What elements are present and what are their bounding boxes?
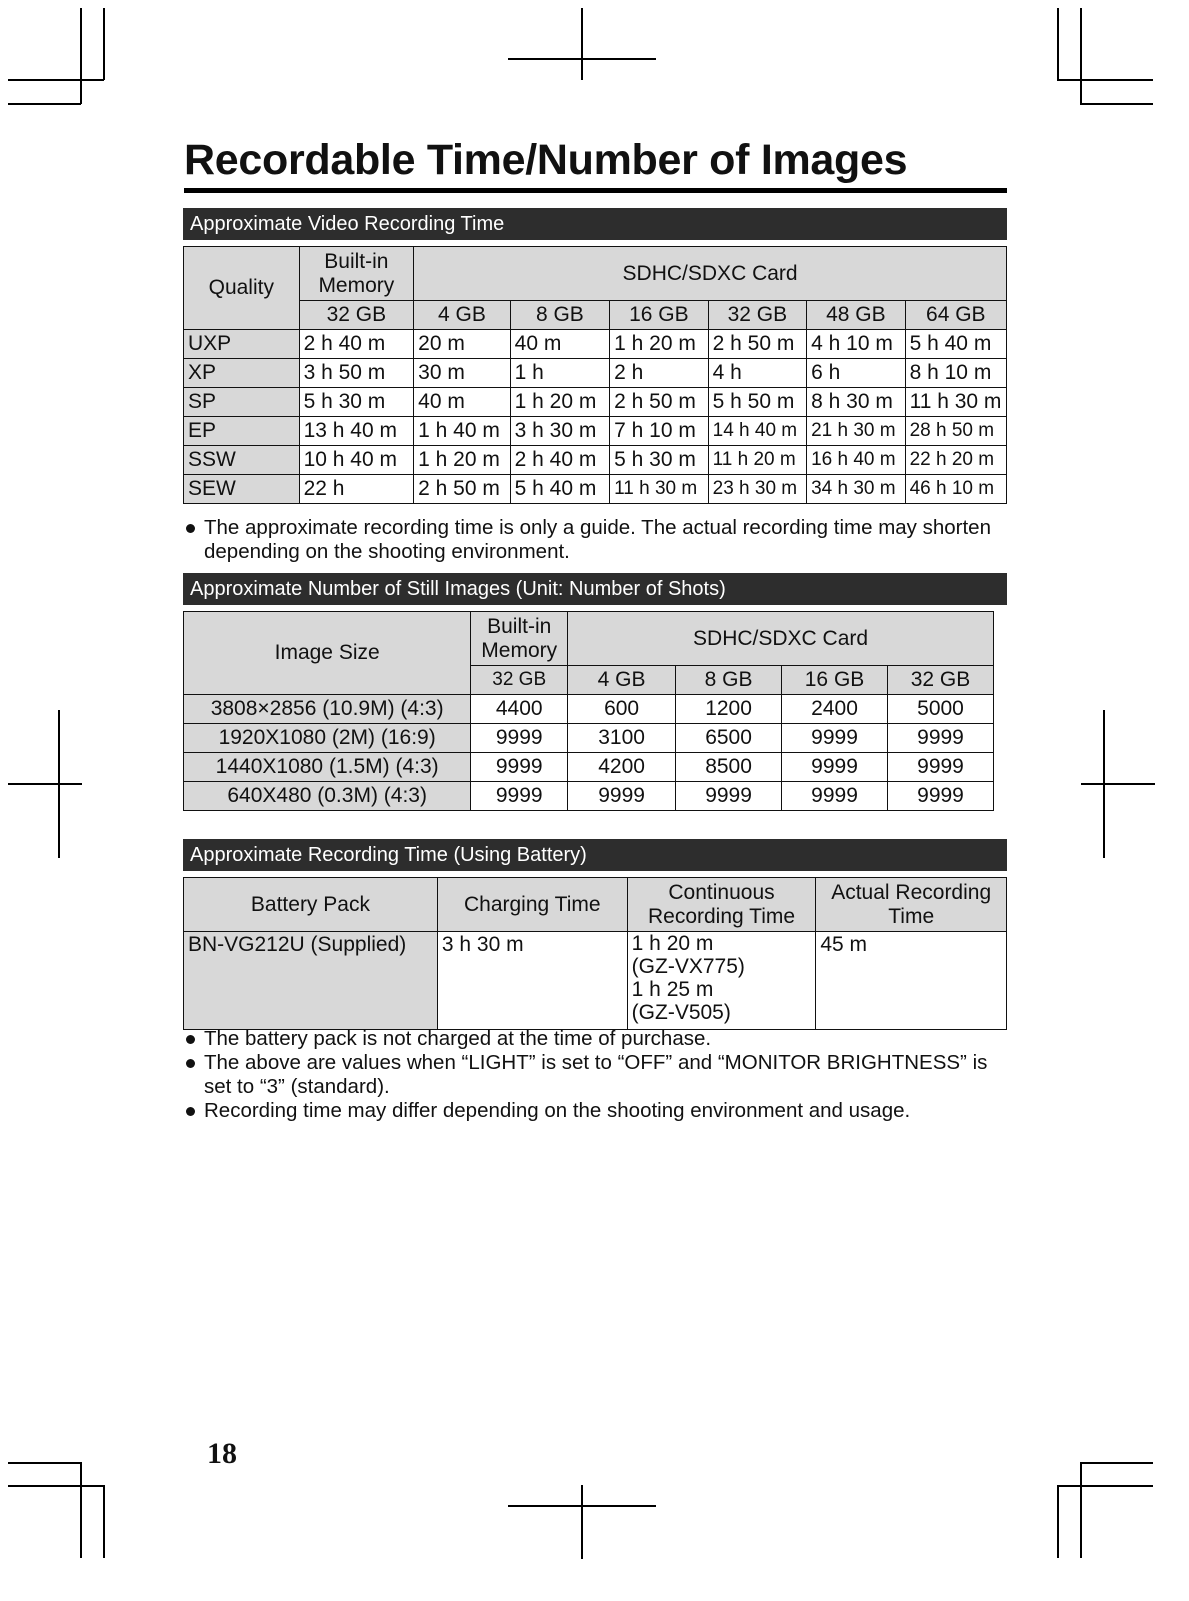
capacity-header: 16 GB [610,301,708,330]
table-cell: 8 h 30 m [807,388,905,417]
table-cell: 16 h 40 m [807,446,905,475]
quality-label: SSW [184,446,300,475]
table-cell: 10 h 40 m [299,446,414,475]
table-cell: 5000 [888,695,994,724]
table-cell: 11 h 20 m [708,446,806,475]
table-cell: 1 h [510,359,610,388]
table-cell: 2 h 50 m [708,330,806,359]
capacity-header: 8 GB [676,666,782,695]
builtin-memory-header: Built-in Memory [471,612,568,666]
table-row [184,695,994,724]
image-size-label: 1920X1080 (2M) (16:9) [184,724,471,753]
capacity-header: 48 GB [807,301,905,330]
table-cell: 9999 [676,782,782,811]
capacity-header: 32 GB [299,301,414,330]
video-section-title: Approximate Video Recording Time [183,208,1007,240]
builtin-memory-header: Built-in Memory [299,247,414,301]
table-cell: 9999 [782,724,888,753]
table-cell: 28 h 50 m [905,417,1006,446]
table-cell: 40 m [510,330,610,359]
table-cell: 3 h 30 m [510,417,610,446]
table-cell: 9999 [568,782,676,811]
table-cell: 2 h 40 m [510,446,610,475]
table-cell: 1 h 40 m [414,417,510,446]
table-cell: 5 h 50 m [708,388,806,417]
charging-time-header: Charging Time [437,878,627,932]
table-cell: 9999 [888,724,994,753]
video-notes [184,516,1008,564]
table-cell: 8500 [676,753,782,782]
continuous-time-header: Continuous Recording Time [627,878,816,932]
table-cell: 14 h 40 m [708,417,806,446]
table-cell: 40 m [414,388,510,417]
list-item [184,1099,1008,1123]
table-cell: 2 h 50 m [414,475,510,504]
table-cell: 4200 [568,753,676,782]
table-row [184,753,994,782]
table-row [184,475,1007,504]
continuous-time-line: 1 h 25 m [631,978,714,1001]
list-item [184,516,1008,564]
table-cell: 9999 [782,782,888,811]
table-cell: 46 h 10 m [905,475,1006,504]
battery-notes [184,1027,1008,1123]
bullet-icon [186,1107,195,1116]
table-cell: 22 h [299,475,414,504]
table-cell: 9999 [888,753,994,782]
table-cell: 20 m [414,330,510,359]
table-row [184,724,994,753]
image-size-label: 640X480 (0.3M) (4:3) [184,782,471,811]
table-cell: 11 h 30 m [610,475,708,504]
table-cell: 21 h 30 m [807,417,905,446]
table-row [184,388,1007,417]
note-text: The battery pack is not charged at the time of purchase. [204,1027,712,1050]
capacity-header: 32 GB [708,301,806,330]
quality-label: EP [184,417,300,446]
table-cell: 9999 [888,782,994,811]
table-cell: 4 h [708,359,806,388]
still-images-table [183,611,994,811]
table-cell: 6500 [676,724,782,753]
bullet-icon [186,1035,195,1044]
quality-header: Quality [184,247,300,330]
table-cell: 3 h 50 m [299,359,414,388]
continuous-time-cell [627,932,816,1030]
actual-time-cell: 45 m [816,932,1007,1030]
list-item [184,1027,1008,1051]
capacity-header: 64 GB [905,301,1006,330]
table-row [184,417,1007,446]
list-item [184,1051,1008,1099]
bullet-icon [186,1059,195,1068]
capacity-header: 32 GB [888,666,994,695]
table-cell: 9999 [471,782,568,811]
table-cell: 600 [568,695,676,724]
charging-time-cell: 3 h 30 m [437,932,627,1030]
battery-table [183,877,1007,1030]
table-cell: 8 h 10 m [905,359,1006,388]
table-cell: 11 h 30 m [905,388,1006,417]
continuous-time-line: 1 h 20 m [631,932,714,955]
page-title: Recordable Time/Number of Images [184,136,908,184]
quality-label: SEW [184,475,300,504]
stills-section-title: Approximate Number of Still Images (Unit: Number of Shots) [183,573,1007,605]
table-row [184,330,1007,359]
image-size-label: 1440X1080 (1.5M) (4:3) [184,753,471,782]
bullet-icon [186,524,195,533]
capacity-header: 8 GB [510,301,610,330]
note-text: The approximate recording time is only a guide. The actual recording time may shorten depending on the shooting environment. [204,516,991,563]
table-cell: 2 h 40 m [299,330,414,359]
table-cell: 9999 [471,753,568,782]
table-row [184,932,1007,1030]
table-cell: 2 h [610,359,708,388]
capacity-header: 4 GB [568,666,676,695]
table-cell: 2 h 50 m [610,388,708,417]
image-size-label: 3808×2856 (10.9M) (4:3) [184,695,471,724]
battery-section-title: Approximate Recording Time (Using Battery) [183,839,1007,871]
table-cell: 5 h 40 m [905,330,1006,359]
table-cell: 5 h 40 m [510,475,610,504]
note-text: Recording time may differ depending on the shooting environment and usage. [204,1099,911,1122]
table-cell: 9999 [782,753,888,782]
table-cell: 22 h 20 m [905,446,1006,475]
table-cell: 1 h 20 m [414,446,510,475]
table-cell: 13 h 40 m [299,417,414,446]
page-number: 18 [207,1437,237,1470]
table-row [184,446,1007,475]
capacity-header-row [184,301,1007,330]
capacity-header: 32 GB [471,666,568,695]
table-cell: 7 h 10 m [610,417,708,446]
table-cell: 9999 [471,724,568,753]
quality-label: XP [184,359,300,388]
table-row [184,359,1007,388]
title-rule [184,188,1007,193]
table-cell: 1 h 20 m [510,388,610,417]
table-cell: 4 h 10 m [807,330,905,359]
table-row [184,782,994,811]
continuous-model-line: (GZ-V505) [631,1001,731,1024]
table-cell: 30 m [414,359,510,388]
table-cell: 3100 [568,724,676,753]
capacity-header: 4 GB [414,301,510,330]
card-header: SDHC/SDXC Card [568,612,994,666]
table-cell: 23 h 30 m [708,475,806,504]
table-cell: 1200 [676,695,782,724]
table-cell: 2400 [782,695,888,724]
actual-time-header: Actual Recording Time [816,878,1007,932]
card-header: SDHC/SDXC Card [414,247,1007,301]
video-recording-table [183,246,1007,504]
table-cell: 5 h 30 m [299,388,414,417]
battery-pack-header: Battery Pack [184,878,438,932]
table-cell: 34 h 30 m [807,475,905,504]
table-cell: 1 h 20 m [610,330,708,359]
table-cell: 5 h 30 m [610,446,708,475]
capacity-header: 16 GB [782,666,888,695]
continuous-model-line: (GZ-VX775) [631,955,745,978]
image-size-header: Image Size [184,612,471,695]
battery-pack-cell: BN-VG212U (Supplied) [184,932,438,1030]
quality-label: UXP [184,330,300,359]
table-cell: 4400 [471,695,568,724]
quality-label: SP [184,388,300,417]
note-text: The above are values when “LIGHT” is set to “OFF” and “MONITOR BRIGHTNESS” is set to “3” (standard). [204,1051,988,1098]
table-cell: 6 h [807,359,905,388]
